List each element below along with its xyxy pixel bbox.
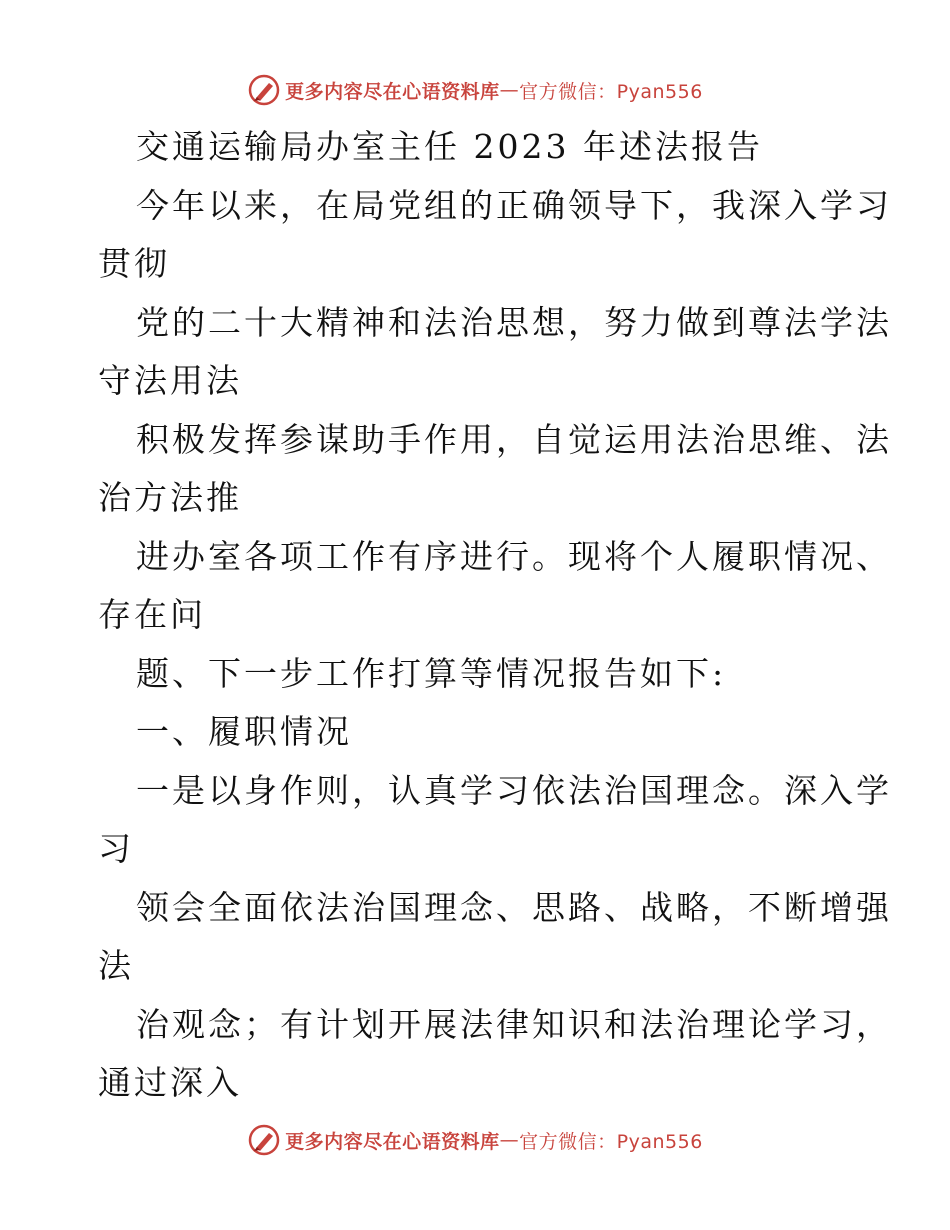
watermark-separator: — bbox=[499, 1129, 520, 1151]
watermark-contact: 官方微信：Pyan556 bbox=[519, 1130, 703, 1153]
doc-line: 守法用法 bbox=[98, 361, 242, 400]
doc-line: 党的二十大精神和法治思想，努力做到尊法学法 bbox=[136, 302, 892, 342]
doc-line: 题、下一步工作打算等情况报告如下: bbox=[136, 653, 727, 693]
doc-line: 习 bbox=[98, 829, 134, 868]
doc-line: 积极发挥参谋助手作用，自觉运用法治思维、法 bbox=[136, 419, 892, 459]
doc-line: 今年以来，在局党组的正确领导下，我深入学习 bbox=[136, 185, 892, 225]
watermark-banner-top bbox=[0, 70, 950, 110]
doc-line: 贯彻 bbox=[98, 244, 170, 283]
watermark-banner-bottom bbox=[0, 1120, 950, 1160]
watermark-text: 更多内容尽在心语资料库 bbox=[285, 1130, 500, 1153]
pen-logo-icon bbox=[247, 1123, 281, 1157]
section-heading: 一、履职情况 bbox=[136, 712, 352, 751]
doc-line: 进办室各项工作有序进行。现将个人履职情况、 bbox=[136, 536, 892, 576]
doc-line: 治观念；有计划开展法律知识和法治理论学习， bbox=[136, 1004, 892, 1044]
pen-logo-icon bbox=[247, 73, 281, 107]
doc-line: 领会全面依法治国理念、思路、战略，不断增强 bbox=[136, 887, 892, 927]
doc-line: 通过深入 bbox=[98, 1063, 242, 1102]
doc-line: 存在问 bbox=[98, 595, 206, 634]
doc-title: 交通运输局办室主任 2023 年述法报告 bbox=[136, 127, 763, 166]
watermark-text: 更多内容尽在心语资料库 bbox=[285, 80, 500, 103]
watermark-separator: — bbox=[499, 79, 520, 101]
watermark-contact: 官方微信：Pyan556 bbox=[519, 80, 703, 103]
doc-line: 法 bbox=[98, 946, 134, 985]
doc-line: 治方法推 bbox=[98, 478, 242, 517]
document-body bbox=[98, 118, 892, 1113]
doc-line: 一是以身作则，认真学习依法治国理念。深入学 bbox=[136, 770, 892, 810]
